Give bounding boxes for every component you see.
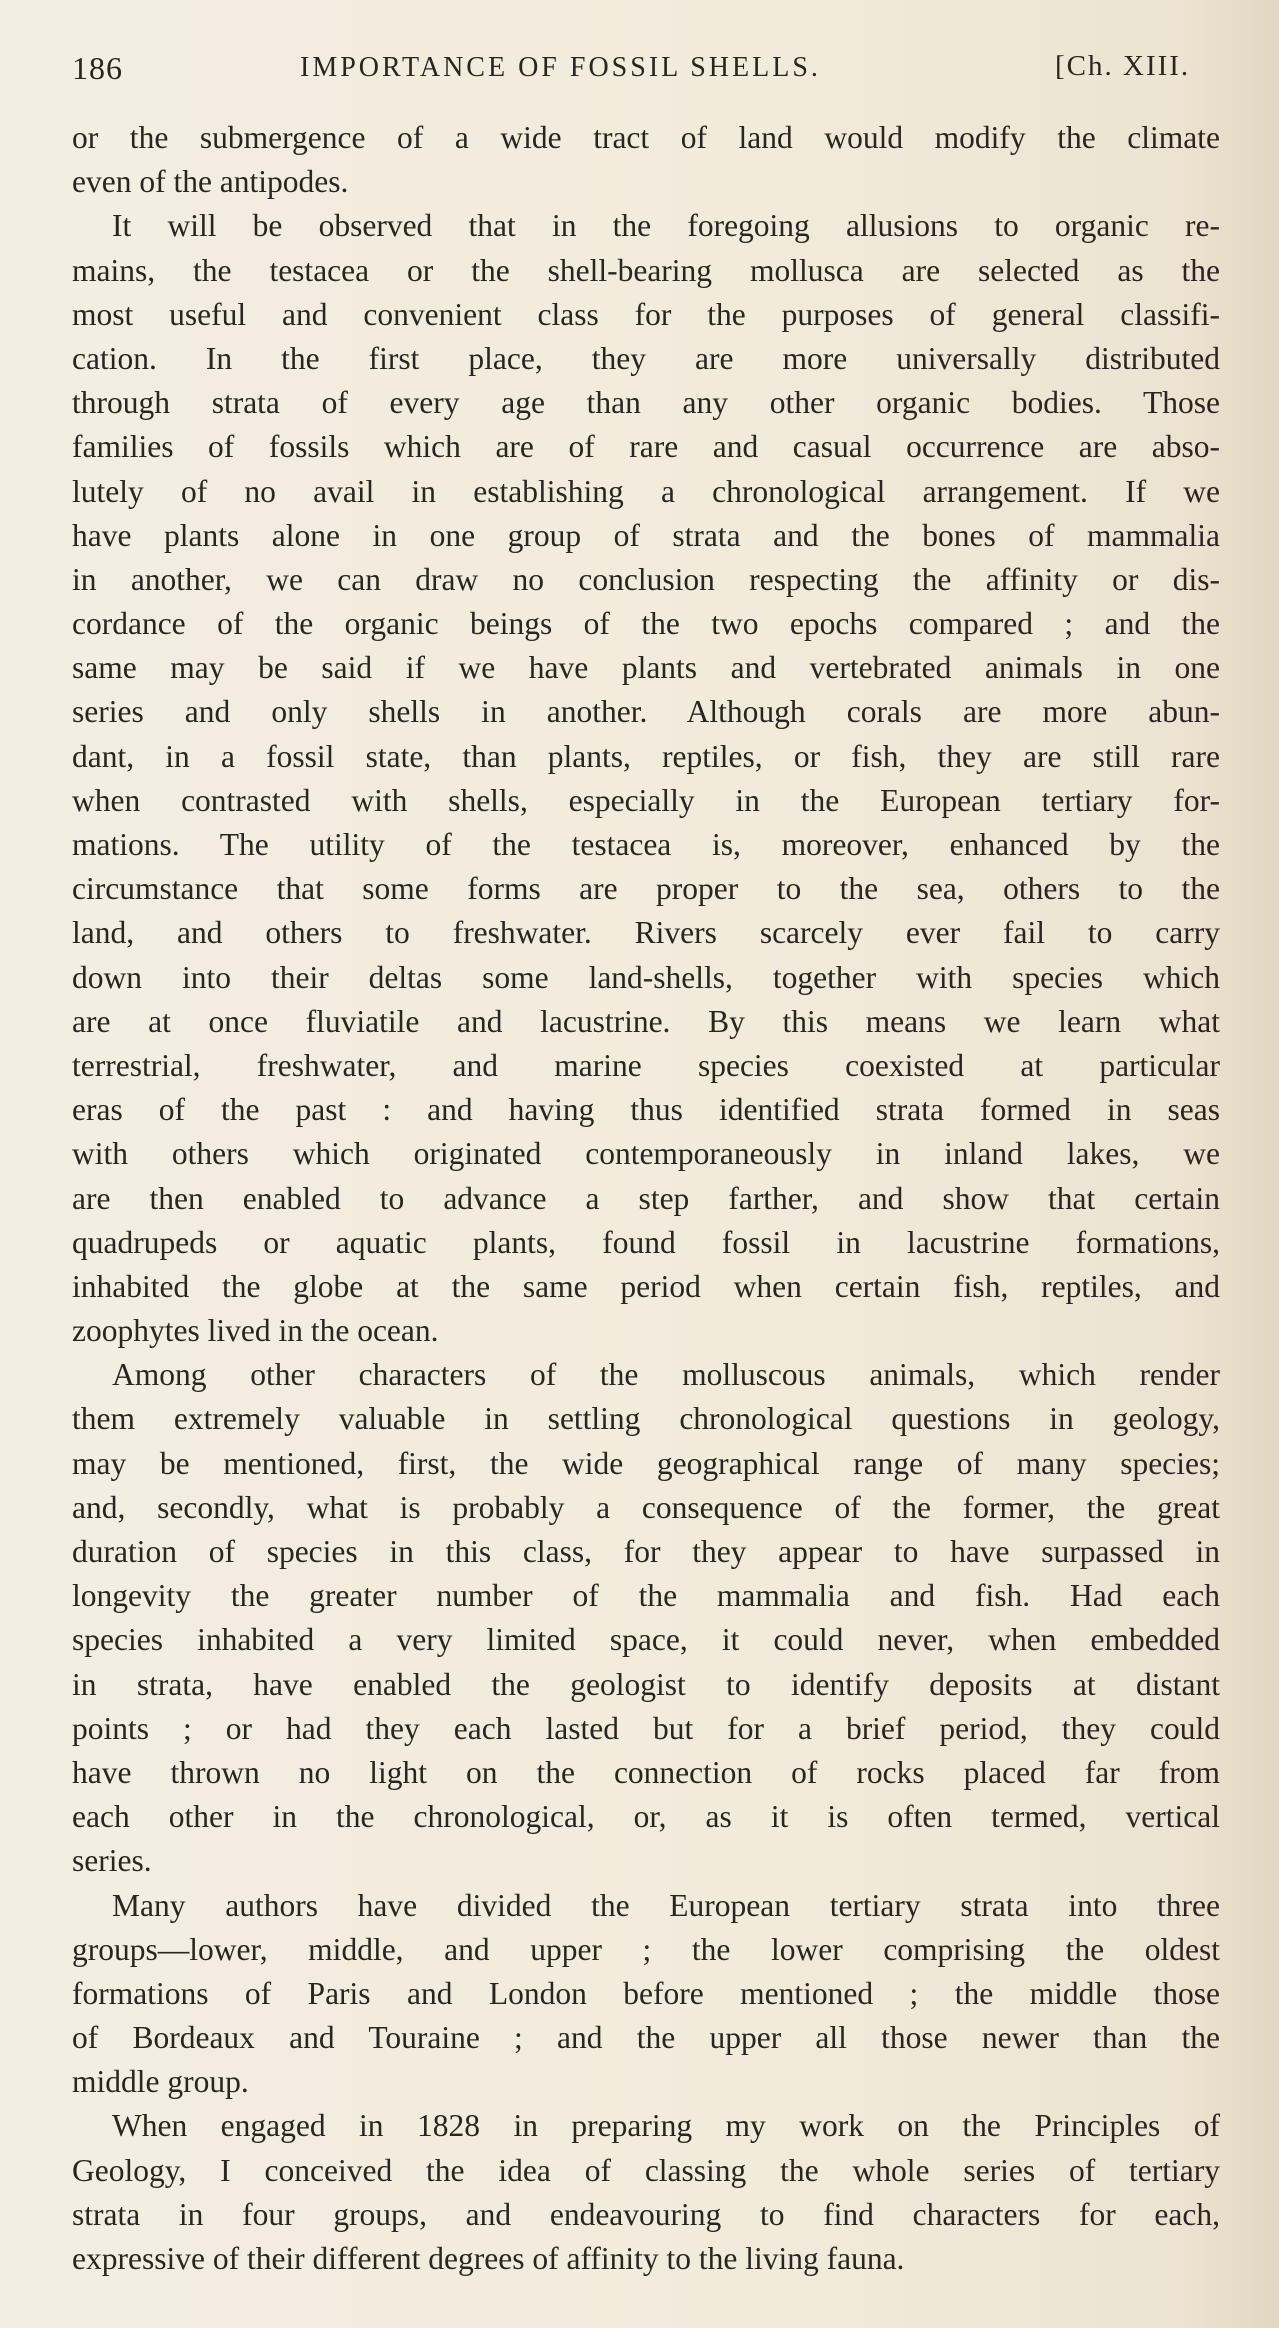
text-line: families of fossils which are of rare and casual occurrence are abso- bbox=[72, 429, 1220, 465]
paragraph bbox=[72, 116, 1220, 204]
text-line: longevity the greater number of the mammalia and fish. Had each bbox=[72, 1578, 1220, 1614]
text-line: through strata of every age than any other organic bodies. Those bbox=[72, 385, 1220, 421]
text-line: series and only shells in another. Although corals are more abun- bbox=[72, 694, 1220, 730]
text-line: species inhabited a very limited space, it could never, when embedded bbox=[72, 1622, 1220, 1658]
body-text bbox=[72, 116, 1220, 2281]
page-header bbox=[72, 50, 1222, 100]
text-line: groups—lower, middle, and upper ; the lower comprising the oldest bbox=[72, 1931, 1220, 1967]
text-line: It will be observed that in the foregoing allusions to organic re- bbox=[112, 208, 1220, 244]
text-line: cation. In the first place, they are more universally distributed bbox=[72, 340, 1220, 376]
text-line: lutely of no avail in establishing a chronological arrangement. If we bbox=[72, 473, 1220, 509]
text-line: when contrasted with shells, especially in the European tertiary for- bbox=[72, 782, 1220, 818]
paragraph bbox=[72, 1884, 1220, 2105]
text-line: are at once fluviatile and lacustrine. By this means we learn what bbox=[72, 1003, 1220, 1039]
text-line: middle group. bbox=[72, 2064, 249, 2100]
text-line: expressive of their different degrees of affinity to the living fauna. bbox=[72, 2241, 905, 2276]
text-line: in another, we can draw no conclusion respecting the affinity or dis- bbox=[72, 561, 1220, 597]
text-line: of Bordeaux and Touraine ; and the upper all those newer than the bbox=[72, 2020, 1220, 2056]
paragraph bbox=[72, 204, 1220, 1353]
text-line: eras of the past : and having thus identified strata formed in seas bbox=[72, 1092, 1220, 1128]
page-number: 186 bbox=[72, 50, 123, 86]
text-line: terrestrial, freshwater, and marine species coexisted at particular bbox=[72, 1047, 1220, 1083]
text-line: circumstance that some forms are proper to the sea, others to the bbox=[72, 871, 1220, 907]
text-line: When engaged in 1828 in preparing my work on the Principles of bbox=[112, 2108, 1220, 2144]
text-line: series. bbox=[72, 1843, 152, 1879]
text-line: have plants alone in one group of strata and the bones of mammalia bbox=[72, 517, 1220, 553]
text-line: in strata, have enabled the geologist to identify deposits at distant bbox=[72, 1666, 1220, 1702]
text-line: may be mentioned, first, the wide geographical range of many species; bbox=[72, 1445, 1220, 1481]
text-line: and, secondly, what is probably a consequence of the former, the great bbox=[72, 1489, 1220, 1525]
text-line: Among other characters of the molluscous animals, which render bbox=[112, 1357, 1220, 1393]
text-line: or the submergence of a wide tract of land would modify the climate bbox=[72, 120, 1220, 155]
text-line: mations. The utility of the testacea is, moreover, enhanced by the bbox=[72, 827, 1220, 862]
text-line: most useful and convenient class for the purposes of general classifi- bbox=[72, 296, 1220, 332]
text-line: duration of species in this class, for they appear to have surpassed in bbox=[72, 1534, 1220, 1569]
text-line: formations of Paris and London before mentioned ; the middle those bbox=[72, 1975, 1220, 2011]
text-line: Geology, I conceived the idea of classing the whole series of tertiary bbox=[72, 2152, 1220, 2188]
text-line: strata in four groups, and endeavouring to find characters for each, bbox=[72, 2196, 1220, 2232]
text-line: Many authors have divided the European tertiary strata into three bbox=[112, 1887, 1220, 1923]
text-line: them extremely valuable in settling chronological questions in geology, bbox=[72, 1401, 1220, 1437]
text-line: have thrown no light on the connection of rocks placed far from bbox=[72, 1754, 1220, 1790]
text-line: cordance of the organic beings of the two epochs compared ; and the bbox=[72, 606, 1220, 642]
text-line: zoophytes lived in the ocean. bbox=[72, 1313, 439, 1349]
text-line: mains, the testacea or the shell-bearing mollusca are selected as the bbox=[72, 252, 1220, 288]
text-line: even of the antipodes. bbox=[72, 164, 349, 200]
text-line: each other in the chronological, or, as it is often termed, vertical bbox=[72, 1799, 1220, 1835]
paragraph bbox=[72, 1353, 1220, 1883]
text-line: points ; or had they each lasted but for a brief period, they could bbox=[72, 1710, 1220, 1746]
text-line: dant, in a fossil state, than plants, reptiles, or fish, they are still rare bbox=[72, 738, 1220, 774]
running-title: IMPORTANCE OF FOSSIL SHELLS. bbox=[300, 52, 821, 83]
text-line: quadrupeds or aquatic plants, found fossil in lacustrine formations, bbox=[72, 1224, 1220, 1260]
text-line: same may be said if we have plants and vertebrated animals in one bbox=[72, 650, 1220, 686]
text-line: down into their deltas some land-shells, together with species which bbox=[72, 959, 1220, 995]
text-line: are then enabled to advance a step farther, and show that certain bbox=[72, 1180, 1220, 1216]
paragraph bbox=[72, 2104, 1220, 2281]
text-line: inhabited the globe at the same period when certain fish, reptiles, and bbox=[72, 1268, 1220, 1304]
text-line: land, and others to freshwater. Rivers scarcely ever fail to carry bbox=[72, 915, 1220, 951]
chapter-reference: [Ch. XIII. bbox=[1055, 50, 1191, 82]
text-line: with others which originated contemporaneously in inland lakes, we bbox=[72, 1136, 1220, 1172]
